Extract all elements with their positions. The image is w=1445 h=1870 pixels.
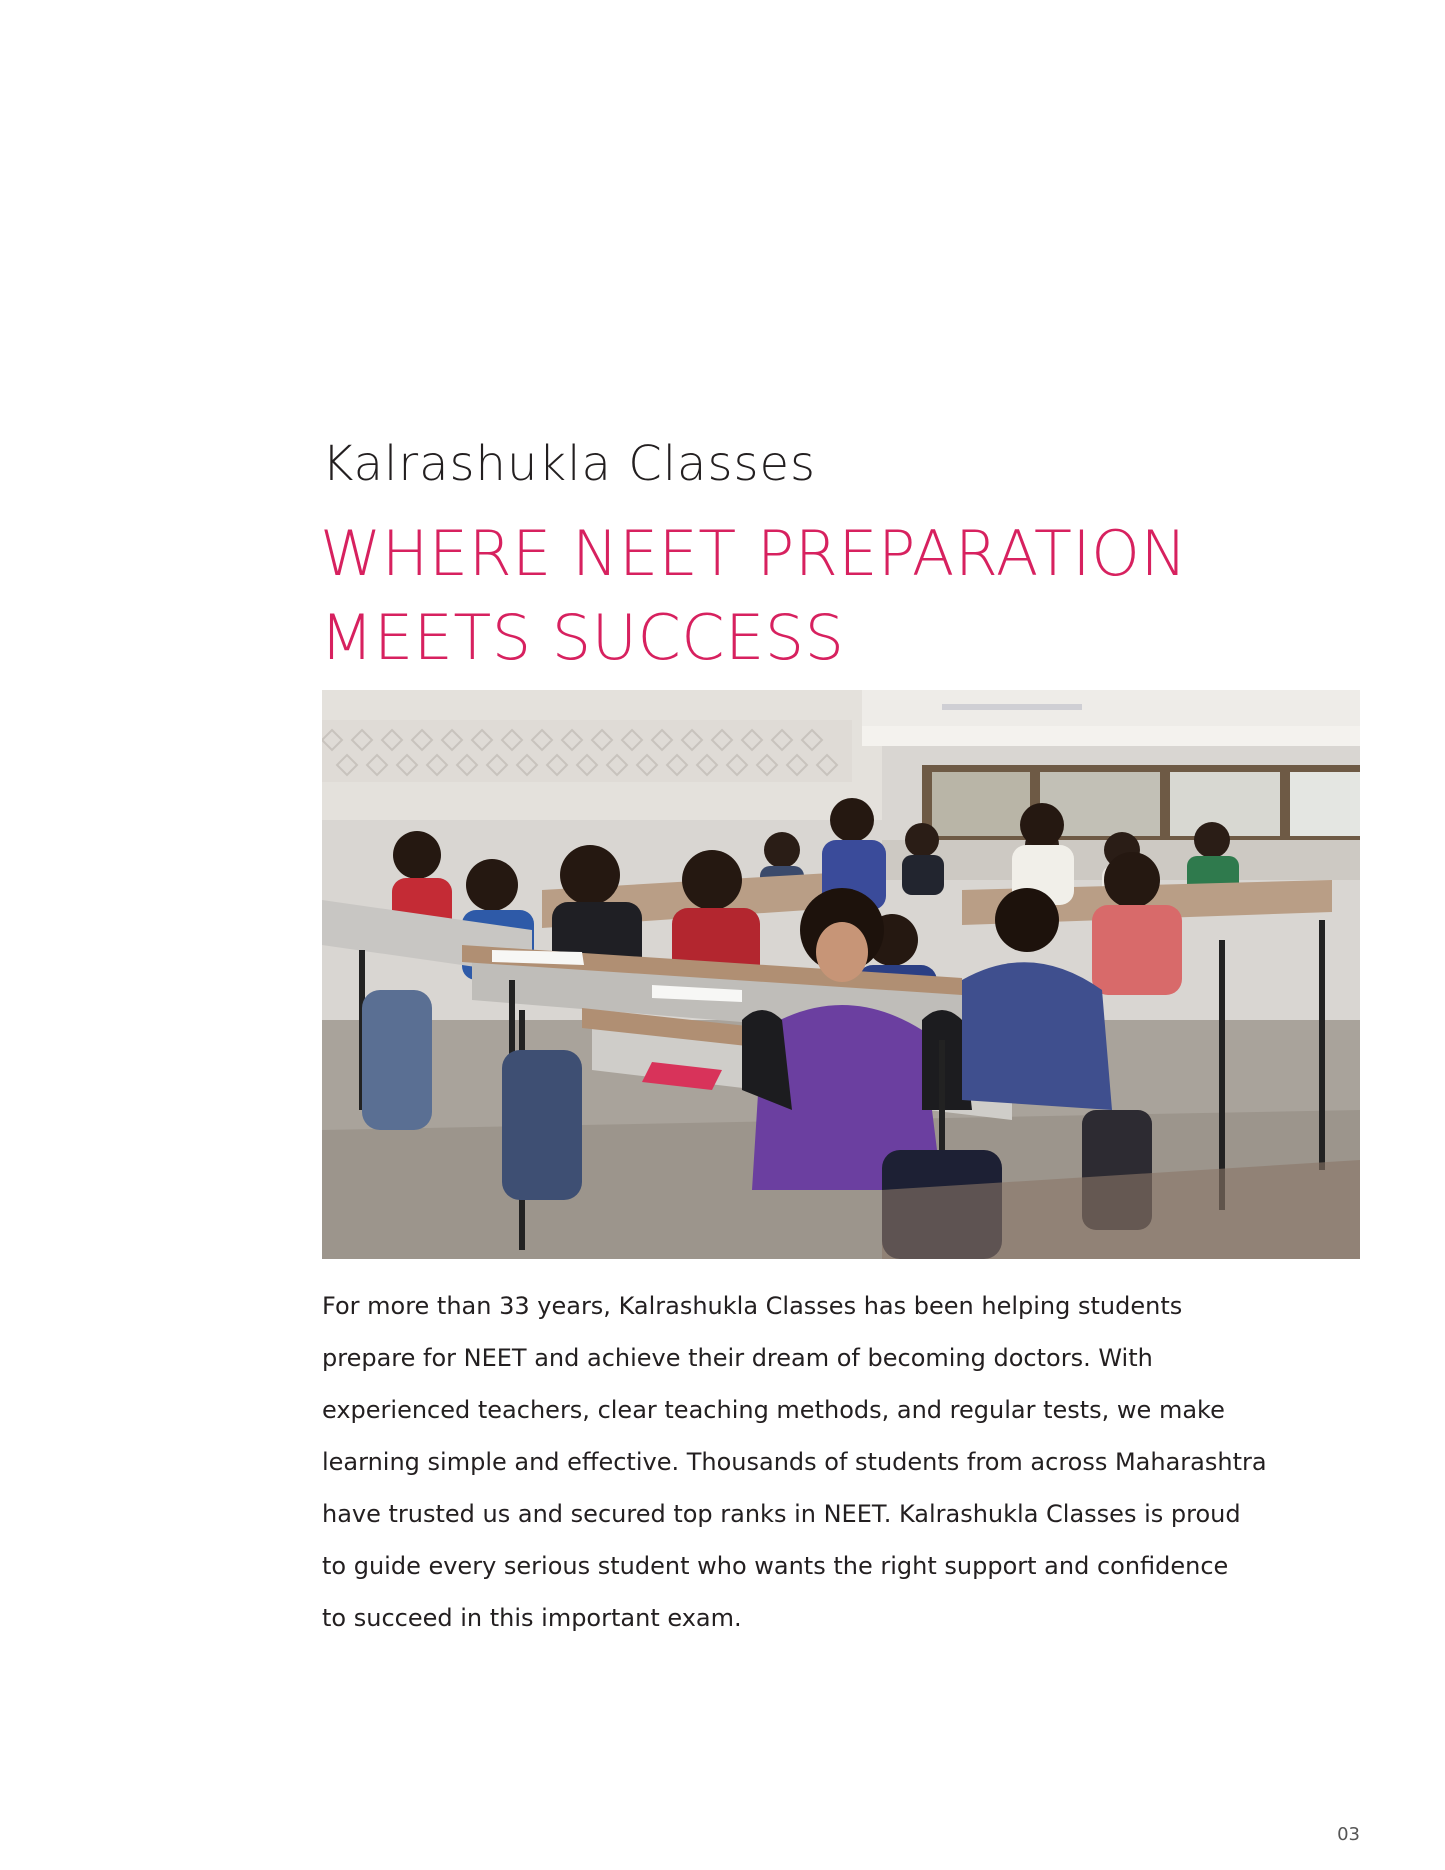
page-headline (320, 512, 1360, 680)
paragraph-line: have trusted us and secured top ranks in NEET. Kalrashukla Classes is proud (322, 1500, 1241, 1528)
paragraph-line: to succeed in this important exam. (322, 1604, 742, 1632)
paragraph-line: learning simple and effective. Thousands of students from across Maharashtra (322, 1448, 1267, 1476)
classroom-photo (322, 690, 1360, 1259)
institute-name: Kalrashukla Classes (322, 436, 817, 492)
page-number: 03 (1337, 1824, 1360, 1845)
intro-paragraph (322, 1280, 1372, 1644)
paragraph-line: experienced teachers, clear teaching methods, and regular tests, we make (322, 1396, 1225, 1424)
paragraph-line: to guide every serious student who wants the right support and confidence (322, 1552, 1229, 1580)
paragraph-line: prepare for NEET and achieve their dream of becoming doctors. With (322, 1344, 1153, 1372)
headline-line-2: MEETS SUCCESS (320, 601, 845, 674)
headline-line-1: WHERE NEET PREPARATION (320, 517, 1188, 590)
paragraph-line: For more than 33 years, Kalrashukla Classes has been helping students (322, 1292, 1183, 1320)
